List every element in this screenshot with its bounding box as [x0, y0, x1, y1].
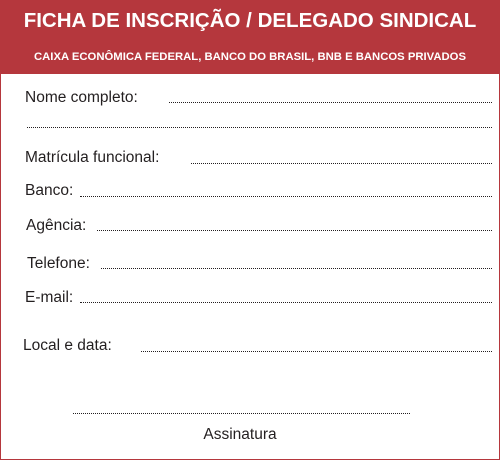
form-title: FICHA DE INSCRIÇÃO / DELEGADO SINDICAL: [23, 9, 477, 32]
email-label: E-mail:: [25, 289, 74, 306]
telefone-label: Telefone:: [27, 255, 90, 272]
agencia-label: Agência:: [26, 217, 87, 234]
nome-completo-line-2[interactable]: [27, 127, 492, 128]
matricula-funcional-line[interactable]: [191, 163, 492, 164]
email-line[interactable]: [80, 302, 492, 303]
matricula-funcional-label: Matrícula funcional:: [25, 149, 160, 166]
nome-completo-line[interactable]: [169, 102, 492, 103]
signature-line[interactable]: [73, 413, 410, 414]
form-header: [1, 1, 499, 74]
local-data-label: Local e data:: [23, 337, 112, 354]
local-data-line[interactable]: [141, 351, 492, 352]
signature-label: Assinatura: [203, 426, 277, 443]
form-subtitle: CAIXA ECONÔMICA FEDERAL, BANCO DO BRASIL, BNB E BANCOS PRIVADOS: [33, 51, 467, 63]
banco-label: Banco:: [25, 182, 74, 199]
banco-line[interactable]: [80, 196, 492, 197]
agencia-line[interactable]: [97, 230, 492, 231]
telefone-line[interactable]: [101, 268, 492, 269]
nome-completo-label: Nome completo:: [25, 89, 138, 106]
